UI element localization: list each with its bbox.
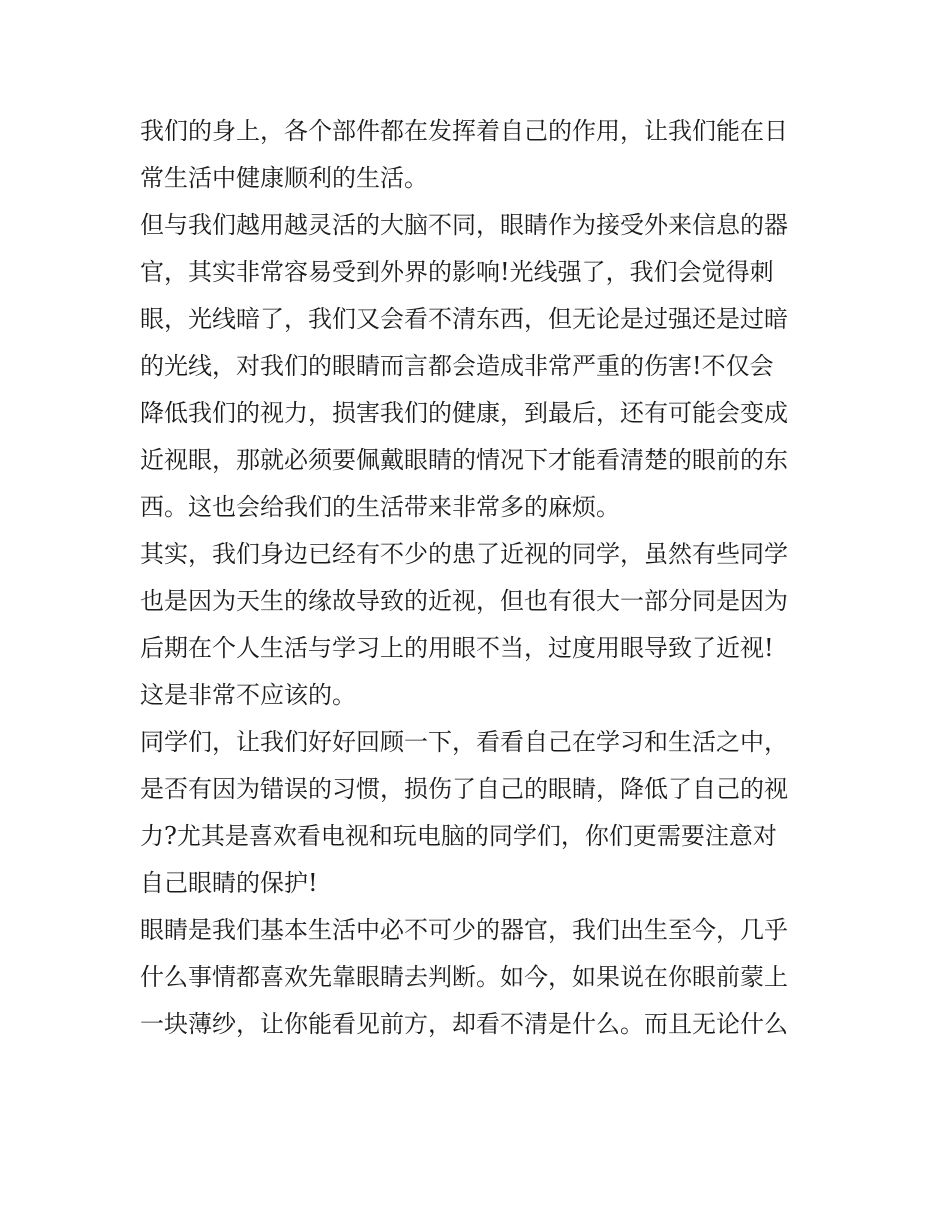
text-line: 什么事情都喜欢先靠眼睛去判断。如今，如果说在你眼前蒙上: [140, 963, 788, 991]
text-line: 力?尤其是喜欢看电视和玩电脑的同学们，你们更需要注意对: [140, 822, 777, 850]
text-line: 自己眼睛的保护!: [140, 869, 318, 897]
text-line: 西。这也会给我们的生活带来非常多的麻烦。: [140, 493, 620, 521]
text-line: 官，其实非常容易受到外界的影响!光线强了，我们会觉得刺: [140, 258, 774, 286]
text-line: 眼，光线暗了，我们又会看不清东西，但无论是过强还是过暗: [140, 305, 788, 333]
text-line: 一块薄纱，让你能看见前方，却看不清是什么。而且无论什么: [140, 1010, 788, 1038]
text-line: 的光线，对我们的眼睛而言都会造成非常严重的伤害!不仅会: [140, 352, 774, 380]
text-line: 也是因为天生的缘故导致的近视，但也有很大一部分同是因为: [140, 587, 788, 615]
text-line: 后期在个人生活与学习上的用眼不当，过度用眼导致了近视!: [140, 634, 774, 662]
text-line: 同学们，让我们好好回顾一下，看看自己在学习和生活之中，: [140, 728, 788, 756]
body-text: [140, 108, 820, 1048]
text-line: 是否有因为错误的习惯，损伤了自己的眼睛，降低了自己的视: [140, 775, 788, 803]
text-line: 近视眼，那就必须要佩戴眼睛的情况下才能看清楚的眼前的东: [140, 446, 788, 474]
text-line: 这是非常不应该的。: [140, 681, 356, 709]
text-line: 降低我们的视力，损害我们的健康，到最后，还有可能会变成: [140, 399, 788, 427]
text-line: 其实，我们身边已经有不少的患了近视的同学，虽然有些同学: [140, 540, 788, 568]
text-line: 但与我们越用越灵活的大脑不同，眼睛作为接受外来信息的器: [140, 211, 788, 239]
text-line: 眼睛是我们基本生活中必不可少的器官，我们出生至今，几乎: [140, 916, 788, 944]
text-line: 常生活中健康顺利的生活。: [140, 164, 428, 192]
text-line: 我们的身上，各个部件都在发挥着自己的作用，让我们能在日: [140, 117, 788, 145]
